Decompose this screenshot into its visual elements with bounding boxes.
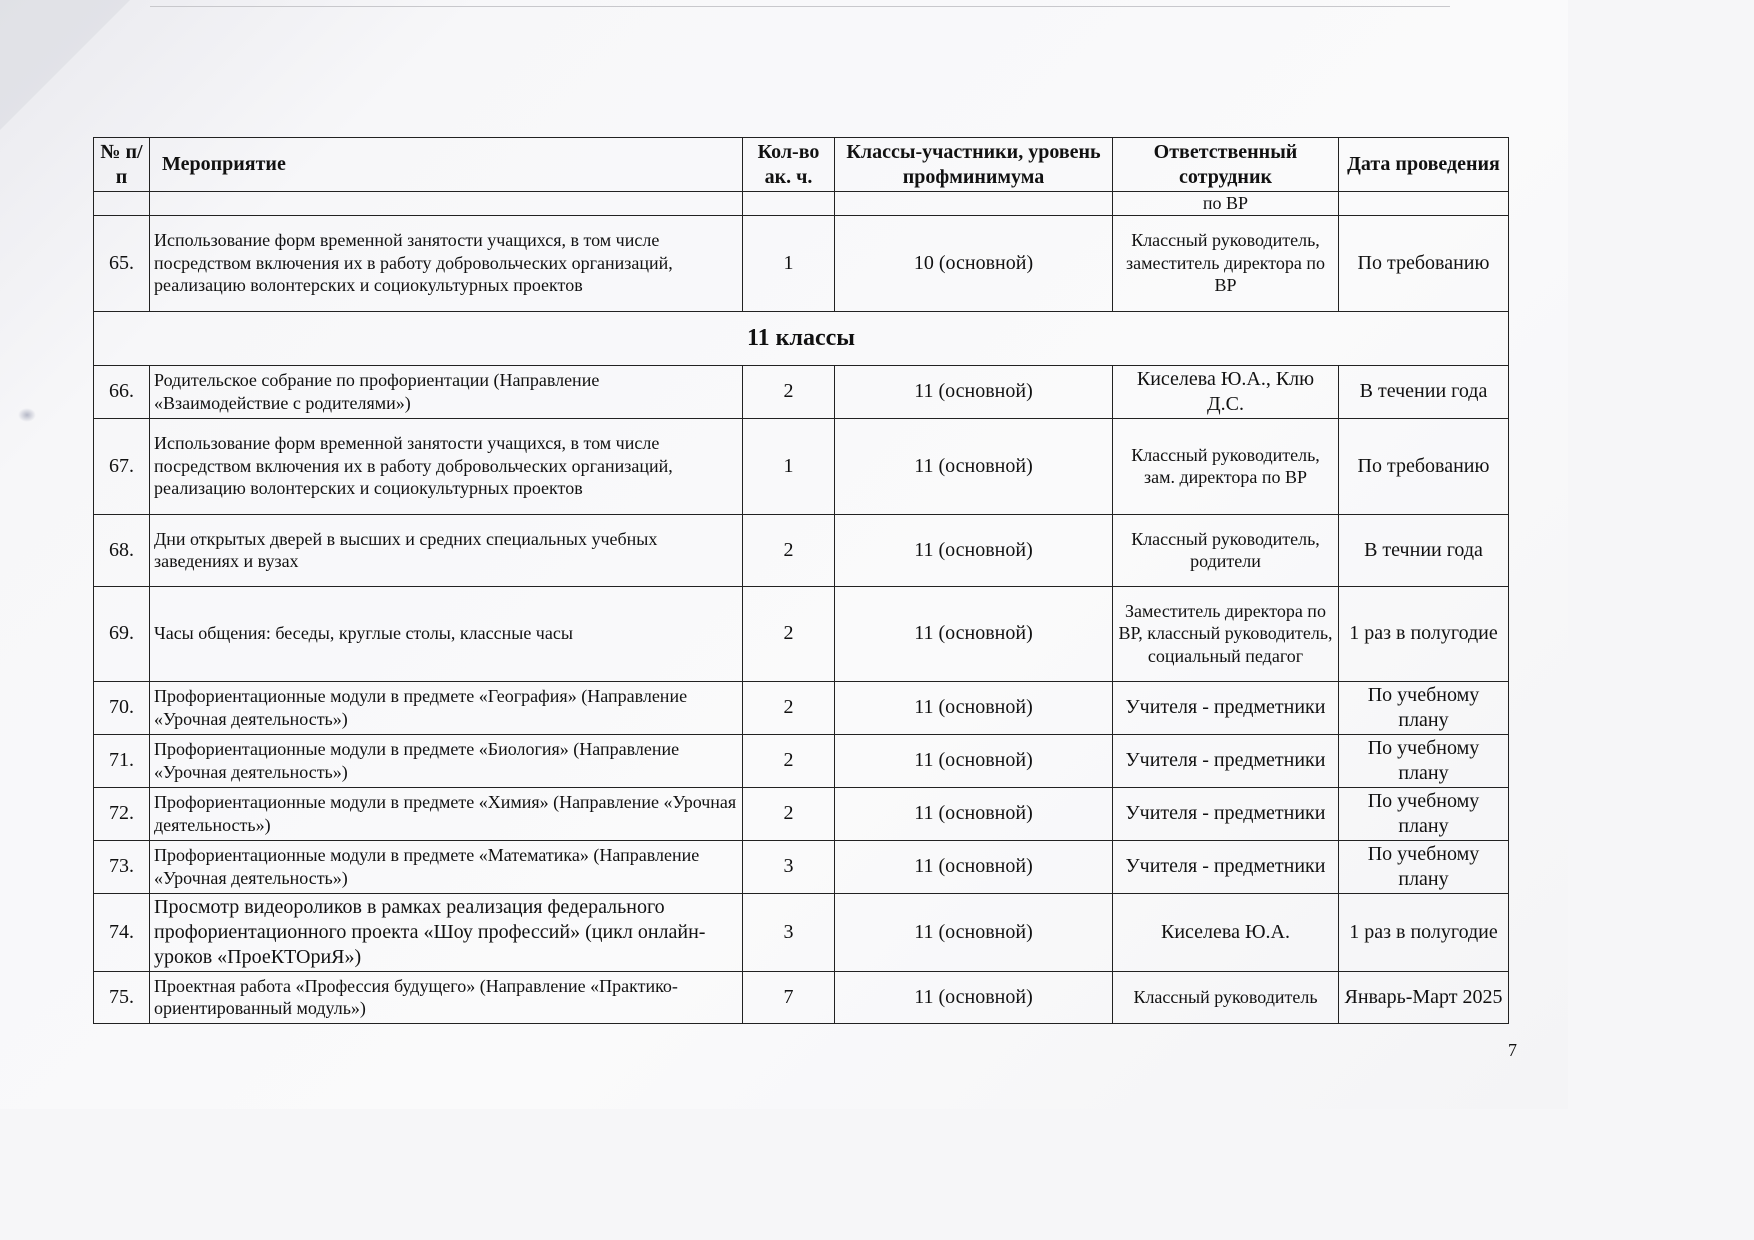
cell-event: Часы общения: беседы, круглые столы, классные часы <box>150 586 743 681</box>
cell-date: Январь-Март 2025 <box>1339 971 1509 1023</box>
cell-event: Профориентационные модули в предмете «Биология» (Направление «Урочная деятельность») <box>150 734 743 787</box>
header-responsible: Ответственный сотрудник <box>1113 138 1339 192</box>
cell-date: 1 раз в полугодие <box>1339 893 1509 971</box>
header-hours: Кол-во ак. ч. <box>743 138 835 192</box>
cell-event: Использование форм временной занятости учащихся, в том числе посредством включения их в работу добровольческих организаций, реализацию волонтерских и социокультурных проектов <box>150 418 743 514</box>
table-row <box>94 514 1509 586</box>
header-event: Мероприятие <box>150 138 743 192</box>
table-row <box>94 418 1509 514</box>
cell-empty <box>835 192 1113 216</box>
cell-date: 1 раз в полугодие <box>1339 586 1509 681</box>
cell-num: 73. <box>94 840 150 893</box>
cell-responsible: Киселева Ю.А. <box>1113 893 1339 971</box>
cell-classes: 11 (основной) <box>835 514 1113 586</box>
table-row <box>94 734 1509 787</box>
cell-hours: 2 <box>743 681 835 734</box>
events-table <box>93 137 1509 1024</box>
header-classes: Классы-участники, уровень профминимума <box>835 138 1113 192</box>
cell-num: 71. <box>94 734 150 787</box>
cell-hours: 1 <box>743 418 835 514</box>
cell-num: 68. <box>94 514 150 586</box>
cell-date: По учебному плану <box>1339 681 1509 734</box>
cell-hours: 2 <box>743 514 835 586</box>
page-number: 7 <box>1508 1040 1517 1060</box>
cell-hours: 2 <box>743 365 835 418</box>
table-row <box>94 840 1509 893</box>
cell-responsible: Учителя - предметники <box>1113 734 1339 787</box>
cell-responsible: Классный руководитель, родители <box>1113 514 1339 586</box>
table-row <box>94 893 1509 971</box>
cell-event: Профориентационные модули в предмете «Математика» (Направление «Урочная деятельность») <box>150 840 743 893</box>
cell-hours: 7 <box>743 971 835 1023</box>
cell-responsible: Классный руководитель <box>1113 971 1339 1023</box>
cell-empty <box>1339 192 1509 216</box>
scan-corner-shadow <box>0 0 130 130</box>
cell-hours: 3 <box>743 893 835 971</box>
cell-hours: 2 <box>743 787 835 840</box>
cell-hours: 1 <box>743 215 835 311</box>
cell-date: По учебному плану <box>1339 840 1509 893</box>
table-row-continued <box>94 192 1509 216</box>
cell-event: Проектная работа «Профессия будущего» (Направление «Практико-ориентированный модуль») <box>150 971 743 1023</box>
cell-num: 72. <box>94 787 150 840</box>
cell-responsible: Киселева Ю.А., Клю Д.С. <box>1113 365 1339 418</box>
cell-classes: 11 (основной) <box>835 365 1113 418</box>
cell-responsible: по ВР <box>1113 192 1339 216</box>
cell-responsible: Классный руководитель, зам. директора по ВР <box>1113 418 1339 514</box>
cell-classes: 11 (основной) <box>835 893 1113 971</box>
cell-event: Просмотр видеороликов в рамках реализация федерального профориентационного проекта «Шоу профессий» (цикл онлайн-уроков «ПроеКТОриЯ») <box>150 893 743 971</box>
cell-classes: 11 (основной) <box>835 971 1113 1023</box>
cell-classes: 11 (основной) <box>835 586 1113 681</box>
cell-classes: 11 (основной) <box>835 681 1113 734</box>
header-date: Дата проведения <box>1339 138 1509 192</box>
cell-event: Профориентационные модули в предмете «Химия» (Направление «Урочная деятельность») <box>150 787 743 840</box>
table-row <box>94 971 1509 1023</box>
table-row <box>94 215 1509 311</box>
cell-hours: 3 <box>743 840 835 893</box>
cell-date: По требованию <box>1339 418 1509 514</box>
cell-num: 75. <box>94 971 150 1023</box>
cell-event: Дни открытых дверей в высших и средних специальных учебных заведениях и вузах <box>150 514 743 586</box>
cell-classes: 11 (основной) <box>835 787 1113 840</box>
cell-empty <box>743 192 835 216</box>
cell-responsible: Учителя - предметники <box>1113 681 1339 734</box>
cell-event: Родительское собрание по профориентации (Направление «Взаимодействие с родителями») <box>150 365 743 418</box>
cell-event: Использование форм временной занятости учащихся, в том числе посредством включения их в работу добровольческих организаций, реализацию волонтерских и социокультурных проектов <box>150 215 743 311</box>
cell-date: По требованию <box>1339 215 1509 311</box>
cell-classes: 11 (основной) <box>835 418 1113 514</box>
cell-responsible: Учителя - предметники <box>1113 840 1339 893</box>
header-num: № п/п <box>94 138 150 192</box>
table-row <box>94 787 1509 840</box>
table-row <box>94 681 1509 734</box>
cell-hours: 2 <box>743 586 835 681</box>
cell-num: 67. <box>94 418 150 514</box>
cell-classes: 10 (основной) <box>835 215 1113 311</box>
cell-hours: 2 <box>743 734 835 787</box>
cell-classes: 11 (основной) <box>835 734 1113 787</box>
cell-responsible: Заместитель директора по ВР, классный руководитель, социальный педагог <box>1113 586 1339 681</box>
scan-top-edge <box>150 6 1450 7</box>
scan-smudge <box>18 408 36 422</box>
cell-classes: 11 (основной) <box>835 840 1113 893</box>
cell-date: В течнии года <box>1339 514 1509 586</box>
cell-date: В течении года <box>1339 365 1509 418</box>
section-title: 11 классы <box>94 311 1509 365</box>
cell-num: 66. <box>94 365 150 418</box>
section-row <box>94 311 1509 365</box>
cell-responsible: Классный руководитель, заместитель директора по ВР <box>1113 215 1339 311</box>
cell-date: По учебному плану <box>1339 734 1509 787</box>
cell-event: Профориентационные модули в предмете «География» (Направление «Урочная деятельность») <box>150 681 743 734</box>
cell-empty <box>94 192 150 216</box>
table-row <box>94 365 1509 418</box>
table-row <box>94 586 1509 681</box>
cell-num: 70. <box>94 681 150 734</box>
table-header-row <box>94 138 1509 192</box>
cell-date: По учебному плану <box>1339 787 1509 840</box>
cell-responsible: Учителя - предметники <box>1113 787 1339 840</box>
cell-num: 65. <box>94 215 150 311</box>
cell-num: 69. <box>94 586 150 681</box>
cell-empty <box>150 192 743 216</box>
cell-num: 74. <box>94 893 150 971</box>
